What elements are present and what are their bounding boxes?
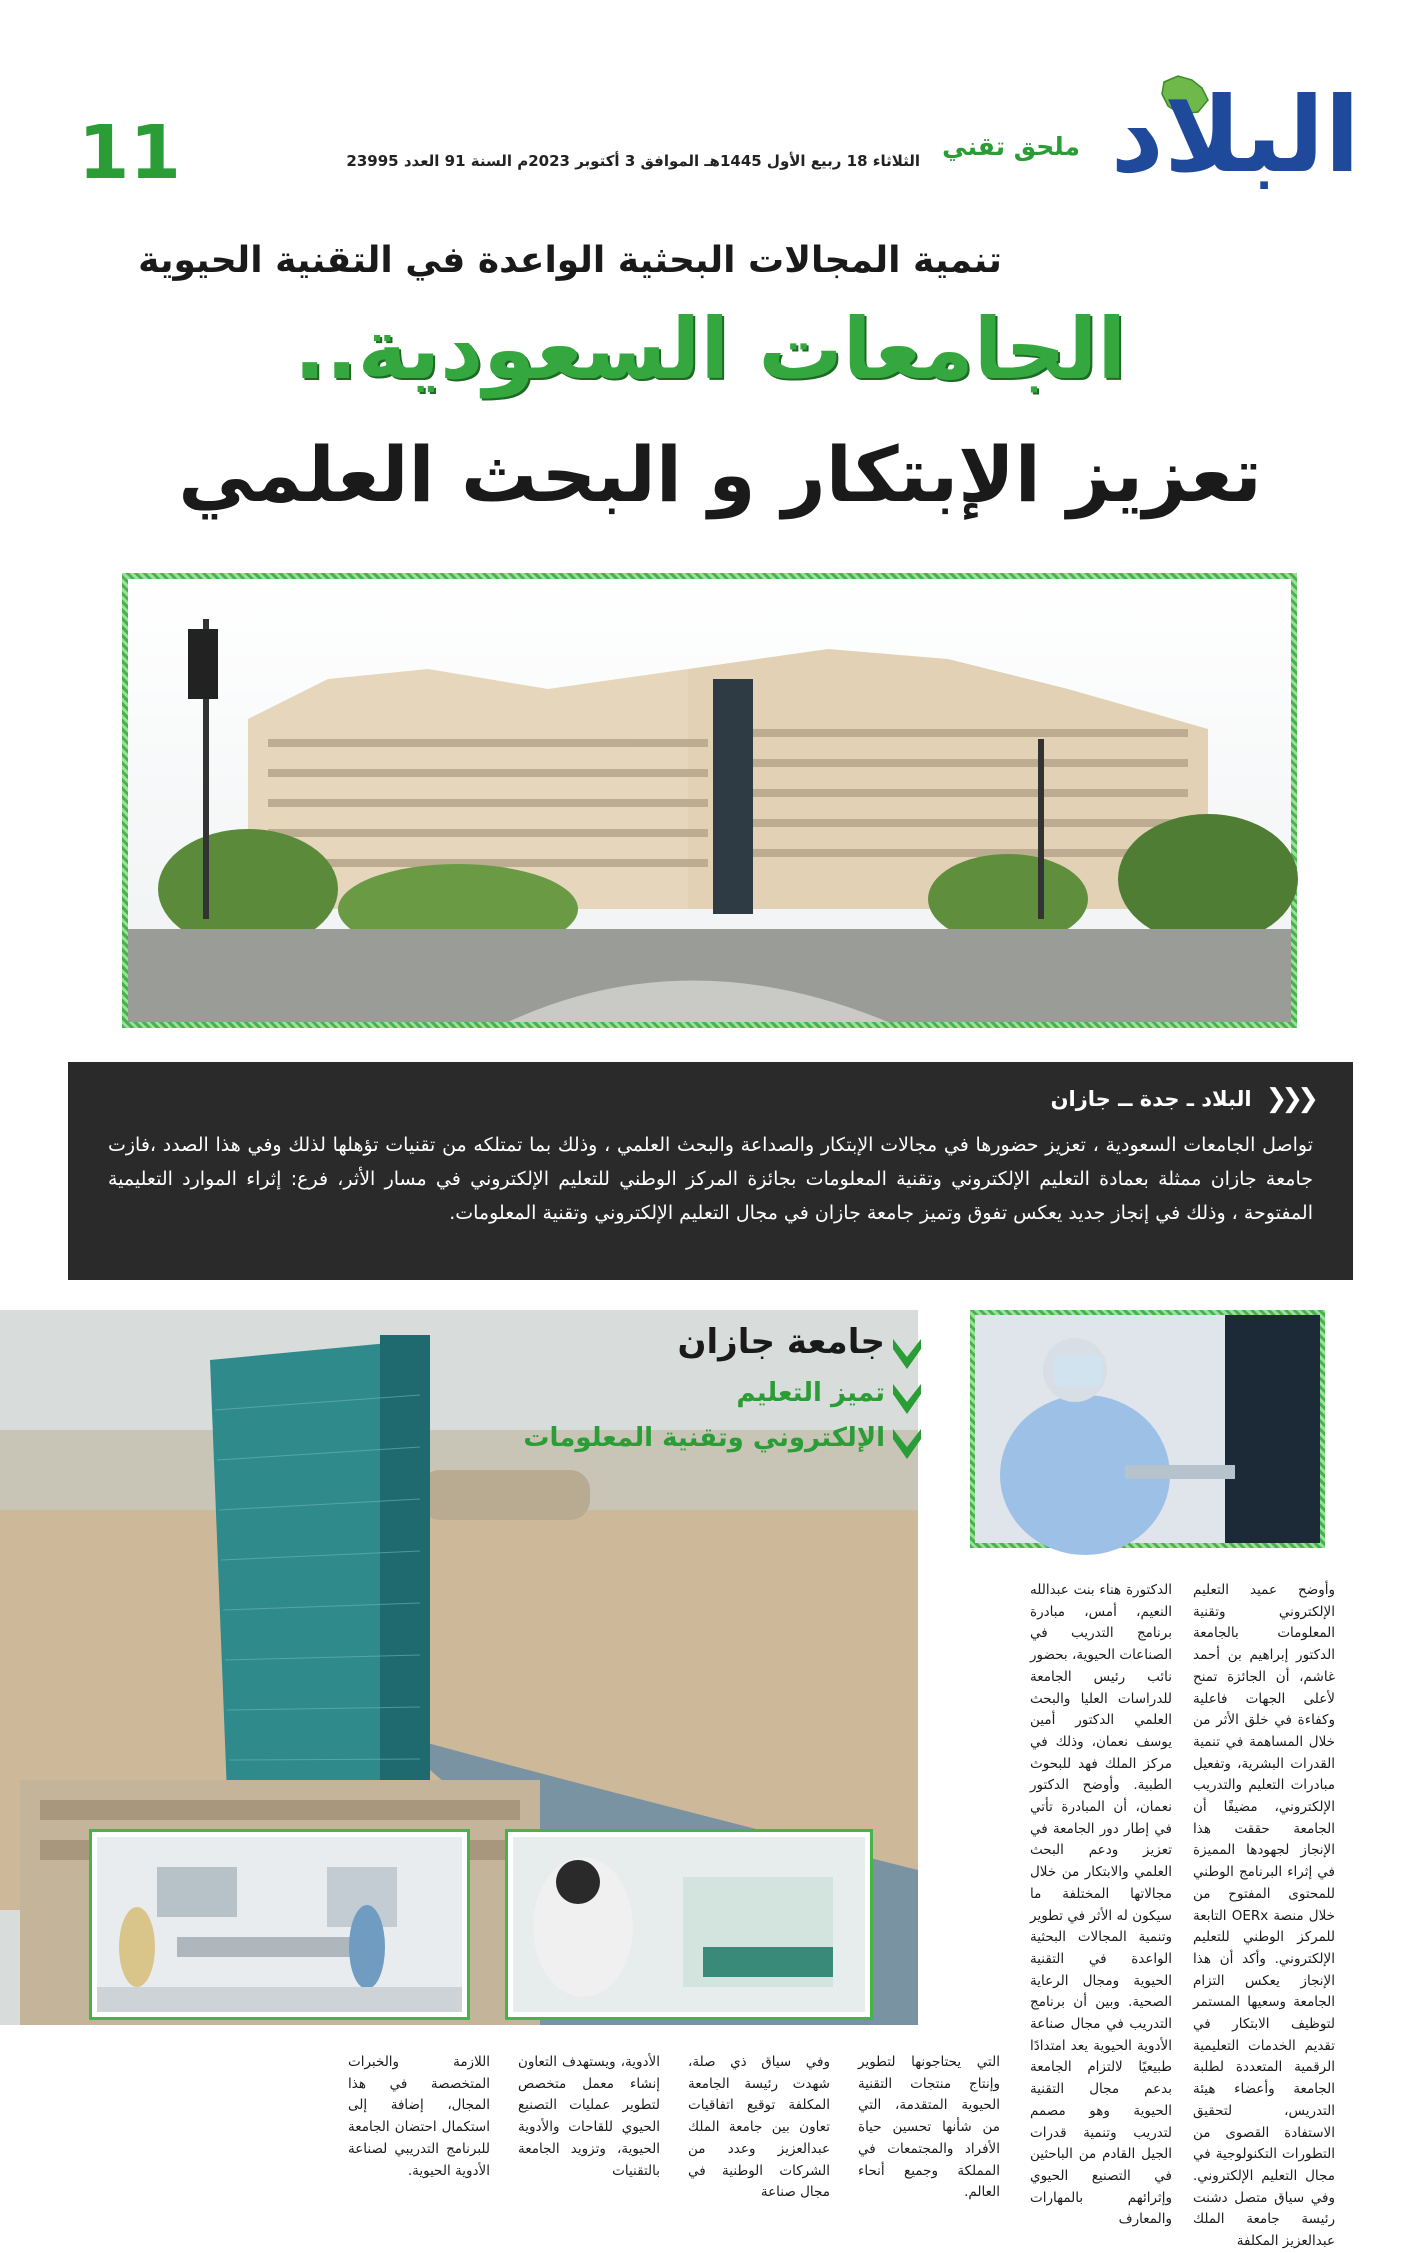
body-column-1: وأوضح عميد التعليم الإلكتروني وتقنية المعلومات بالجامعة الدكتور إبراهيم بن أحمد غاشم، أن الجائزة تمنح لأعلى الجهات فاعلية وكفاءة في خلق الأثر من خلال المساهمة في تنمية القدرات البشرية، وتفعيل مبادرات التعليم والتدريب الإلكتروني، مضيفًا أن الجامعة حققت هذا الإنجاز لجهودها المميزة في إثراء البرنامج الوطني للمحتوى المفتوح من خلال منصة OERx التابعة للمركز الوطني للتعليم الإلكتروني. وأكد أن هذا الإنجاز يعكس التزام الجامعة وسعيها المستمر لتوظيف الابتكار في تقديم الخدمات التعليمية الرقمية المتعددة لطلبة الجامعة وأعضاء هيئة التدريس، لتحقيق الاستفادة القصوى من التطورات التكنولوجية في مجال التعليم الإلكتروني. وفي سياق متصل دشنت رئيسة جامعة الملك عبدالعزيز المكلفة	[1193, 1582, 1335, 2250]
body-column-4: وفي سياق ذي صلة، شهدت رئيسة الجامعة المكلفة توقيع اتفاقيات تعاون بين جامعة الملك عبدالعزيز وعدد من الشركات الوطنية في مجال صناعة	[688, 2054, 830, 2201]
university-building-photo	[122, 573, 1297, 1028]
jazan-tagline-1: تميز التعليم	[736, 1378, 885, 1408]
chevron-double-icon: ❮❮❮	[1265, 1084, 1313, 1114]
green-chevron-icon	[891, 1425, 923, 1461]
issue-dateline: الثلاثاء 18 ربيع الأول 1445هـ الموافق 3 أكتوبر 2023م السنة 91 العدد 23995	[346, 152, 920, 170]
newspaper-logo[interactable]	[1110, 70, 1360, 200]
body-column-2: الدكتورة هناء بنت عبدالله النعيم، أمس، مبادرة برنامج التدريب في الصناعات الحيوية، بحضور نائب رئيس الجامعة للدراسات العليا والبحث العلمي الدكتور أمين يوسف نعمان، وذلك في مركز الملك فهد للبحوث الطبية. وأوضح الدكتور نعمان، أن المبادرة تأتي في إطار دور الجامعة في تعزيز ودعم البحث العلمي والابتكار من خلال مجالاتها المختلفة ما سيكون له الأثر في تطوير وتنمية المجالات البحثية الواعدة في التقنية الحيوية ومجال الرعاية الصحية. وبين أن برنامج التدريب في مجال صناعة الأدوية الحيوية يعد امتدادًا طبيعيًا لالتزام الجامعة بدعم مجال التقنية الحيوية وهو مصمم لتدريب وتنمية قدرات الجيل القادم من الباحثين في التصنيع الحيوي وإثرائهم بالمهارات والمعارف	[1030, 1582, 1172, 2228]
body-column-5: الأدوية، ويستهدف التعاون إنشاء معمل متخصص لتطوير عمليات التصنيع الحيوي للقاحات والأدوية الحيوية، وتزويد الجامعة بالتقنيات	[518, 2054, 660, 2179]
byline-text: البلاد ـ جدة ــ جازان	[1050, 1087, 1252, 1111]
scientist-lab-photo	[970, 1310, 1325, 1548]
masthead	[60, 70, 1360, 210]
green-chevron-icon	[891, 1380, 923, 1416]
article-subheadline: تعزيز الإبتكار و البحث العلمي	[178, 430, 1262, 519]
logo-wordmark: البلاد	[1110, 74, 1360, 196]
jazan-section-title: جامعة جازان	[677, 1322, 885, 1362]
jazan-tagline-2: الإلكتروني وتقنية المعلومات	[523, 1423, 885, 1453]
byline	[108, 1084, 1313, 1114]
article-headline: الجامعات السعودية..	[293, 300, 1127, 398]
article-kicker: تنمية المجالات البحثية الواعدة في التقنية الحيوية	[138, 240, 1002, 281]
green-chevron-icon	[891, 1335, 923, 1371]
page-number: 11	[78, 110, 181, 196]
intro-paragraph: تواصل الجامعات السعودية ، تعزيز حضورها في مجالات الإبتكار والصداعة والبحث العلمي ، وذلك بما تمتلكه من تقنيات تؤهلها لذلك وفي هذا الصدد ،فازت جامعة جازان ممثلة بعمادة التعليم الإلكتروني وتقنية المعلومات بجائزة المركز الوطني للتعليم الإلكتروني في مسار الأثر، فرع: إثراء الموارد التعليمية المفتوحة ، وذلك في إنجاز جديد يعكس تفوق وتميز جامعة جازان في مجال التعليم الإلكتروني وتقنية المعلومات.	[108, 1134, 1313, 1224]
supplement-label: ملحق تقني	[942, 132, 1080, 161]
lab-photo-2	[508, 1832, 870, 2017]
lab-photo-1	[92, 1832, 467, 2017]
body-column-6: اللازمة والخبرات المتخصصة في هذا المجال، إضافة إلى استكمال احتضان الجامعة للبرنامج التدريبي لصناعة الأدوية الحيوية.	[348, 2054, 490, 2179]
body-column-3: التي يحتاجونها لتطوير وإنتاج منتجات التقنية الحيوية المتقدمة، التي من شأنها تحسين حياة الأفراد والمجتمعات في المملكة وجميع أنحاء العالم.	[858, 2054, 1000, 2201]
intro-box	[68, 1062, 1353, 1280]
